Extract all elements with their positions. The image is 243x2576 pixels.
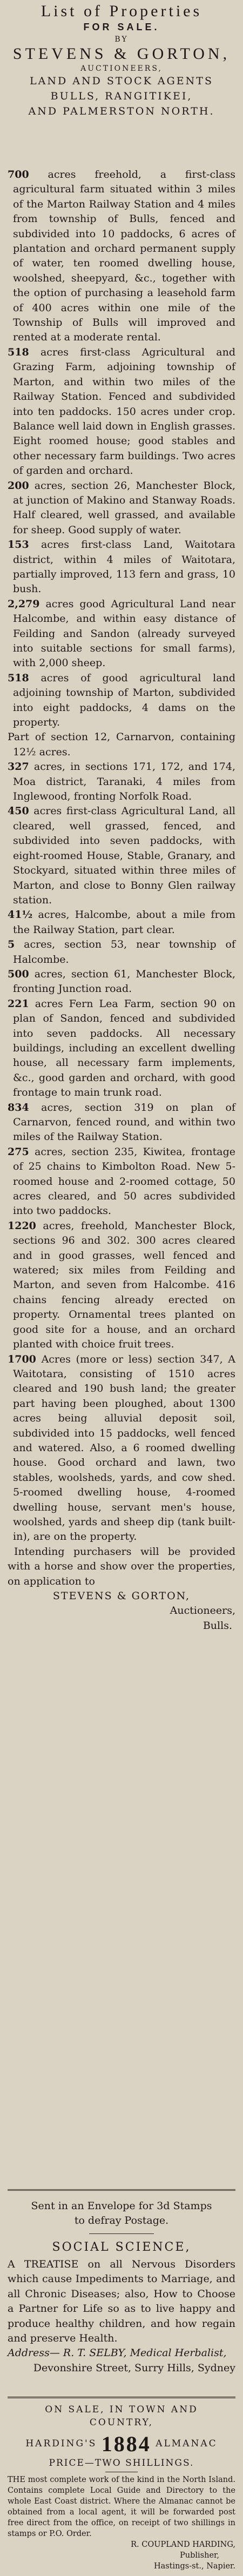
- firm-name: STEVENS & GORTON,: [12, 45, 231, 63]
- divider: [8, 2189, 235, 2191]
- divider: [8, 2397, 235, 2398]
- signature-place: Bulls.: [202, 1619, 232, 1632]
- postage-line-1: Sent in an Envelope for 3d Stamps: [31, 2200, 212, 2212]
- postage-line-2: to defray Postage.: [74, 2215, 169, 2226]
- treatise-address-2: Devonshire Street, Surry Hills, Sydney: [33, 2362, 235, 2374]
- by-label: BY: [114, 35, 129, 44]
- almanac-ad: [8, 2403, 235, 2572]
- list-item: 153 acres first-class Land, Waitotara district, within 4 miles of Waitotara, partially improved, 113 fern and grass, 10 bush.: [8, 539, 235, 595]
- list-item: 834 acres, section 319 on plan of Carnarvon, fenced round, and within two miles of the Railway Station.: [8, 1101, 235, 1143]
- treatise-ad: [8, 2199, 235, 2376]
- list-item: 450 acres first-class Agricultural Land, all cleared, well grassed, fenced, and subdivided into seven paddocks, with eight-roomed House, Stable, Granary, and Stockyard, situated within three miles of Marton, and close to Bonny Glen railway station.: [8, 805, 235, 906]
- for-sale-heading: FOR SALE.: [83, 22, 160, 32]
- list-item: Part of section 12, Carnarvon, containing 12½ acres.: [8, 731, 235, 758]
- on-sale-line-1: ON SALE, IN TOWN AND: [45, 2404, 198, 2415]
- list-item: 700 acres freehold, a first-class agricultural farm situated within 3 miles of the Marton Railway Station and 4 miles from township of Bulls, fenced and subdivided into 10 paddocks, 6 acres of plantation and orchard permanent supply of water, ten roomed dwelling house, woolshed, sheepyard, &c., together with the option of purchasing a leasehold farm of 400 acres within one mile of the Township of Bulls will improved and rented at a moderate rental.: [8, 169, 235, 344]
- list-item: 500 acres, section 61, Manchester Block, fronting Junction road.: [8, 968, 235, 995]
- list-item: 327 acres, in sections 171, 172, and 174, Moa district, Taranaki, 4 miles from Inglewood, fronting Norfolk Road.: [8, 761, 235, 803]
- list-item: 518 acres of good agricultural land adjoining township of Marton, subdivided into eight paddocks, 4 dams on the property.: [8, 672, 235, 729]
- firm-towns: BULLS, RANGITIKEI,: [50, 90, 193, 102]
- almanac-price: PRICE—TWO SHILLINGS.: [49, 2458, 194, 2468]
- harding-label: HARDING'S: [25, 2438, 97, 2449]
- closing-note: Intending purchasers will be provided with a horse and show over the properties, on application to: [8, 1545, 235, 1587]
- signature-name: STEVENS & GORTON,: [52, 1590, 191, 1602]
- treatise-address: Address— R. T. SELBY, Medical Herbalist,: [8, 2347, 227, 2359]
- list-item: 5 acres, section 53, near township of Halcombe.: [8, 938, 236, 965]
- list-item: 1700 Acres (more or less) section 347, A Waitotara, consisting of 1510 acres cleared and 190 bush land; the greater part having been ploughed, about 1300 acres being alluvial deposit soil, subdivided into 15 paddocks, well fenced and watered. Also, a 6 roomed dwelling house. Good orchard and lawn, two stables, woolsheds, yards, and cow shed. 5-roomed dwelling house, 4-roomed dwelling house, servant men's house, woolshed, yards and sheep dip (tank built-in), are on the property.: [8, 1353, 235, 1543]
- almanac-sig-role: Publisher,: [180, 2551, 219, 2560]
- almanac-label: ALMANAC: [156, 2438, 218, 2449]
- list-item: 275 acres, section 235, Kiwitea, frontage of 25 chains to Kimbolton Road. New 5-roomed house and 2-roomed cottage, 50 acres cleared, and 50 acres subdivided into two paddocks.: [8, 1145, 236, 1217]
- treatise-title: SOCIAL SCIENCE,: [52, 2240, 191, 2254]
- firm-agents: LAND AND STOCK AGENTS: [30, 75, 213, 87]
- property-ad-header: [8, 2, 235, 117]
- ad-title: List of Properties: [40, 2, 202, 20]
- address-name: R. T. SELBY, Medical Herbalist,: [63, 2347, 227, 2359]
- list-item: 518 acres first-class Agricultural and Grazing Farm, adjoining township of Marton, and within two miles of the Railway Station. Fenced and subdivided into ten paddocks. 150 acres under crop. Balance well laid down in English grasses. Eight roomed house; good stables and other necessary farm buildings. Two acres of garden and orchard.: [8, 346, 235, 477]
- almanac-sig-name: R. COUPLAND HARDING,: [131, 2540, 235, 2549]
- signature-role: Auctioneers,: [170, 1605, 235, 1617]
- on-sale-line-2: COUNTRY,: [89, 2417, 154, 2428]
- almanac-title-line: [8, 2431, 235, 2457]
- list-item: 2,279 acres good Agricultural Land near Halcombe, and within easy distance of Feilding and Sandon (already surveyed into suitable sections for small farms), with 2,000 sheep.: [8, 598, 235, 669]
- almanac-sig-place: Hastings-st., Napier.: [153, 2562, 235, 2571]
- property-list: [8, 167, 235, 1633]
- firm-towns-2: AND PALMERSTON NORTH.: [28, 105, 215, 117]
- firm-role: AUCTIONEERS,: [80, 64, 163, 73]
- list-item: 200 acres, section 26, Manchester Block, at junction of Makino and Stanway Roads. Half cleared, well grassed, and available for sheep. Good supply of water.: [8, 479, 235, 536]
- list-item: 41½ acres, Halcombe, about a mile from the Railway Station, part clear.: [8, 909, 235, 936]
- list-item: 1220 acres, freehold, Manchester Block, sections 96 and 302. 300 acres cleared and in good grasses, well fenced and watered; six miles from Feilding and Marton, and seven from Halcombe. 416 chains fencing already erected on property. Ornamental trees planted on good site for a house, and an orchard planted with choice fruit trees.: [8, 1219, 235, 1351]
- address-label: Address: [8, 2347, 50, 2359]
- list-item: 221 acres Fern Lea Farm, section 90 on plan of Sandon, fenced and subdivided into seven paddocks. All necessary buildings, including an excellent dwelling house, all necessary farm implements, &c., good garden and orchard, with good frontage to main trunk road.: [8, 997, 235, 1099]
- almanac-body: THE most complete work of the kind in the North Island. Contains complete Local Guide and Directory to the whole East Coast district. Where the Almanac cannot be obtained from a local agent, it will be forwarded post free direct from the office, on receipt of two shillings in stamps or P.O. Order.: [8, 2476, 235, 2538]
- almanac-year: 1884: [101, 2432, 151, 2456]
- treatise-body: A TREATISE on all Nervous Disorders which cause Impediments to Marriage, and all Chronic Diseases; also, How to Choose a Partner for Life so as to live happy and produce healthy children, and how regain and preserve Health.: [8, 2258, 235, 2345]
- short-divider: [89, 2233, 154, 2234]
